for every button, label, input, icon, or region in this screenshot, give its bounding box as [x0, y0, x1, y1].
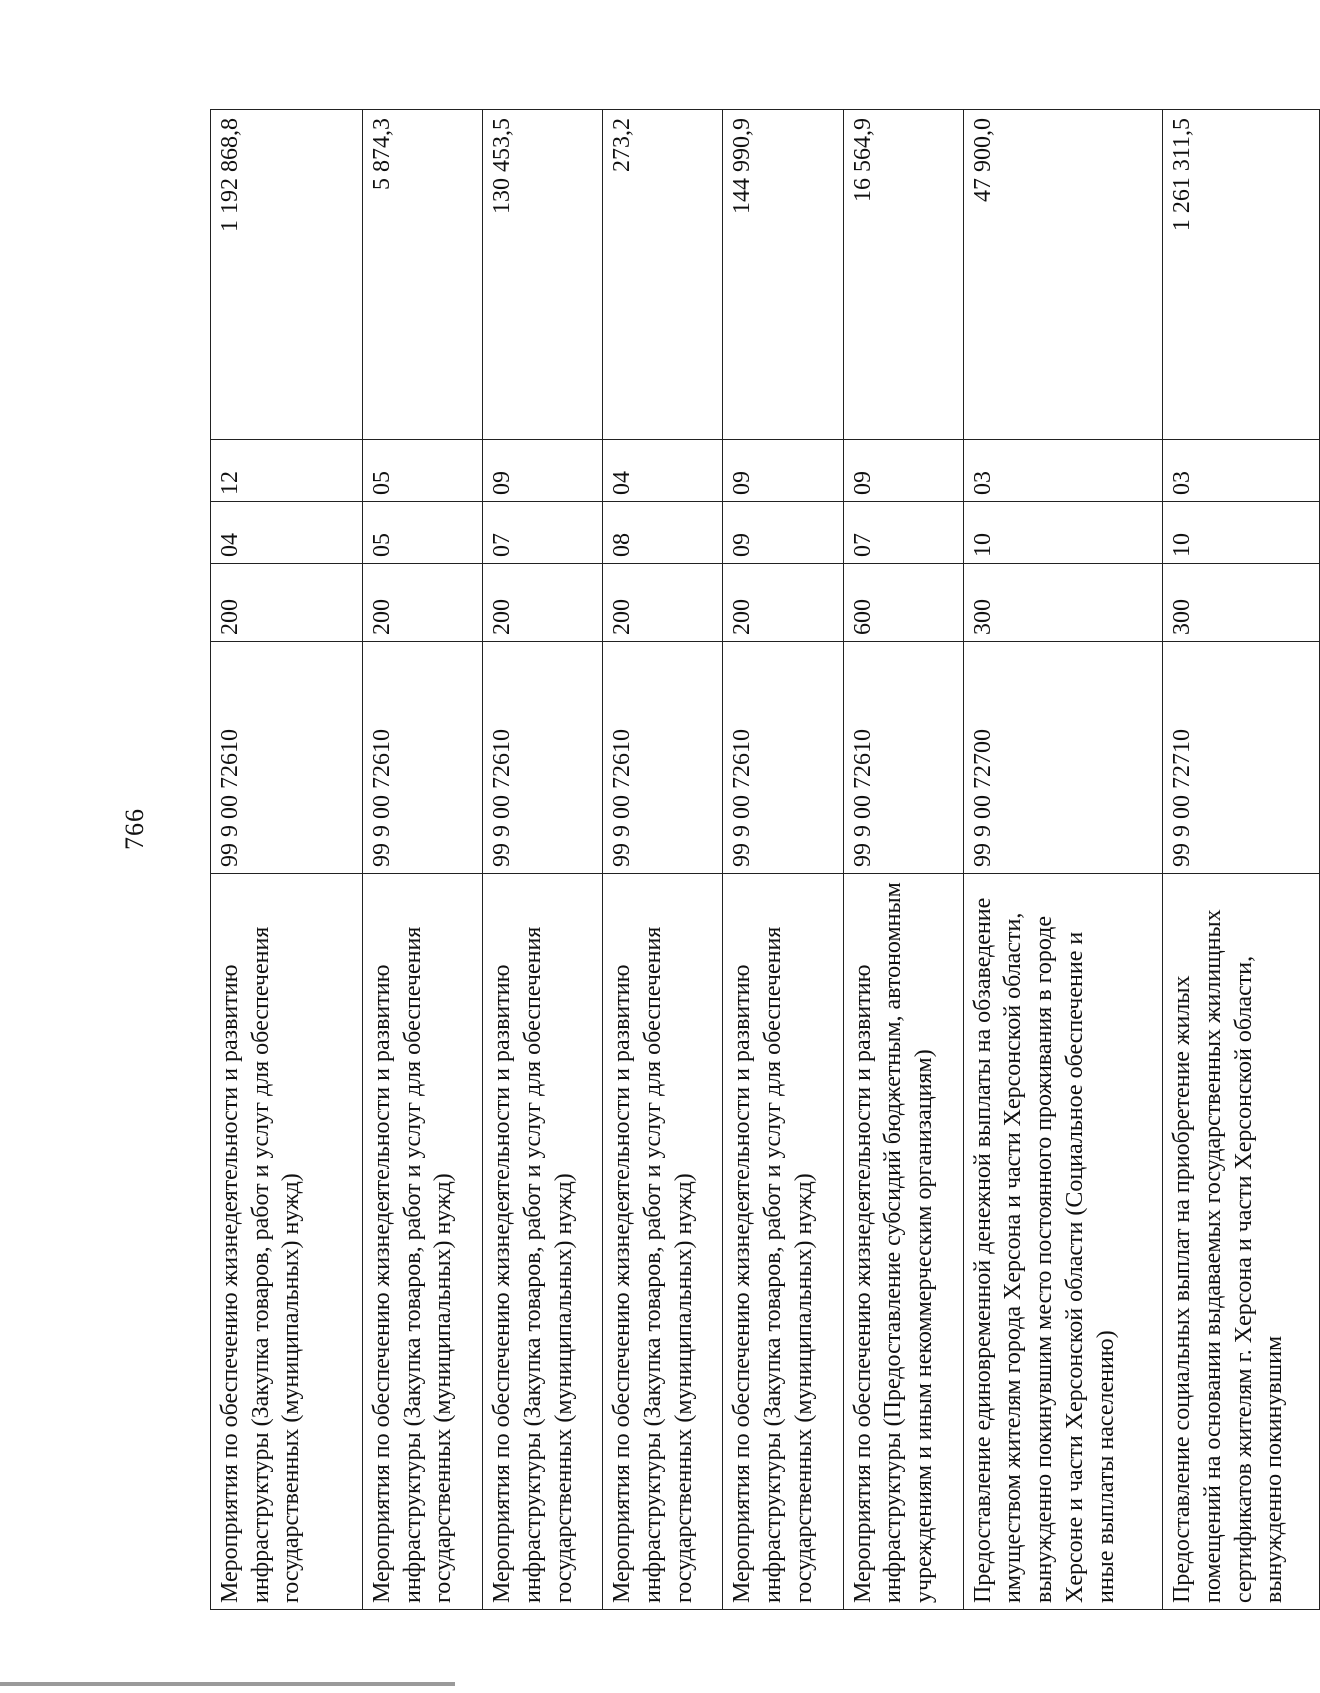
page-number: 766: [120, 808, 149, 850]
row-name: Предоставление единовременной денежной выплаты на обзаведение имуществом жителям города Херсона и части Херсонской области, вынужденно покинувшим место постоянного проживания в городе Херсоне и части Херсонской области (Социальное обеспечение и иные выплаты населению): [963, 874, 1163, 1610]
expense-type: 200: [723, 564, 843, 642]
section-code: 09: [723, 502, 843, 564]
amount: 1 192 868,8: [211, 110, 363, 440]
expense-type: 200: [483, 564, 603, 642]
amount: 130 453,5: [483, 110, 603, 440]
section-code: 08: [603, 502, 723, 564]
expense-type: 300: [963, 564, 1163, 642]
row-name: Предоставление социальных выплат на приобретение жилых помещений на основании выдаваемых государственных жилищных сертификатов жителям г. Херсона и части Херсонской области, вынужденно покинувшим: [1163, 874, 1320, 1610]
table-row: [963, 110, 1163, 1610]
row-name: Мероприятия по обеспечению жизнедеятельности и развитию инфраструктуры (Закупка товаров, работ и услуг для обеспечения государственных (муниципальных) нужд): [363, 874, 483, 1610]
subsection-code: 03: [1163, 440, 1320, 502]
expense-type: 200: [603, 564, 723, 642]
target-code: 99 9 00 72610: [211, 642, 363, 874]
amount: 1 261 311,5: [1163, 110, 1320, 440]
expense-type: 600: [843, 564, 963, 642]
table-row: [603, 110, 723, 1610]
section-code: 10: [963, 502, 1163, 564]
table-row: [1163, 110, 1320, 1610]
scan-edge-line: [0, 1682, 455, 1686]
subsection-code: 09: [723, 440, 843, 502]
target-code: 99 9 00 72610: [843, 642, 963, 874]
row-name: Мероприятия по обеспечению жизнедеятельности и развитию инфраструктуры (Закупка товаров, работ и услуг для обеспечения государственных (муниципальных) нужд): [603, 874, 723, 1610]
section-code: 10: [1163, 502, 1320, 564]
subsection-code: 03: [963, 440, 1163, 502]
subsection-code: 05: [363, 440, 483, 502]
budget-table: [210, 109, 1320, 1610]
target-code: 99 9 00 72610: [723, 642, 843, 874]
section-code: 07: [843, 502, 963, 564]
subsection-code: 12: [211, 440, 363, 502]
amount: 273,2: [603, 110, 723, 440]
expense-type: 300: [1163, 564, 1320, 642]
section-code: 07: [483, 502, 603, 564]
expense-type: 200: [363, 564, 483, 642]
row-name: Мероприятия по обеспечению жизнедеятельности и развитию инфраструктуры (Закупка товаров, работ и услуг для обеспечения государственных (муниципальных) нужд): [483, 874, 603, 1610]
target-code: 99 9 00 72610: [363, 642, 483, 874]
amount: 47 900,0: [963, 110, 1163, 440]
table-row: [363, 110, 483, 1610]
table-row: [211, 110, 363, 1610]
amount: 144 990,9: [723, 110, 843, 440]
target-code: 99 9 00 72610: [483, 642, 603, 874]
section-code: 05: [363, 502, 483, 564]
table-row: [483, 110, 603, 1610]
amount: 16 564,9: [843, 110, 963, 440]
subsection-code: 09: [843, 440, 963, 502]
row-name: Мероприятия по обеспечению жизнедеятельности и развитию инфраструктуры (Предоставление субсидий бюджетным, автономным учреждениям и иным некоммерческим организациям): [843, 874, 963, 1610]
budget-table-container: [210, 110, 1320, 1610]
row-name: Мероприятия по обеспечению жизнедеятельности и развитию инфраструктуры (Закупка товаров, работ и услуг для обеспечения государственных (муниципальных) нужд): [723, 874, 843, 1610]
target-code: 99 9 00 72610: [603, 642, 723, 874]
subsection-code: 04: [603, 440, 723, 502]
expense-type: 200: [211, 564, 363, 642]
row-name: Мероприятия по обеспечению жизнедеятельности и развитию инфраструктуры (Закупка товаров, работ и услуг для обеспечения государственных (муниципальных) нужд): [211, 874, 363, 1610]
table-row: [843, 110, 963, 1610]
subsection-code: 09: [483, 440, 603, 502]
section-code: 04: [211, 502, 363, 564]
target-code: 99 9 00 72700: [963, 642, 1163, 874]
target-code: 99 9 00 72710: [1163, 642, 1320, 874]
table-row: [723, 110, 843, 1610]
amount: 5 874,3: [363, 110, 483, 440]
